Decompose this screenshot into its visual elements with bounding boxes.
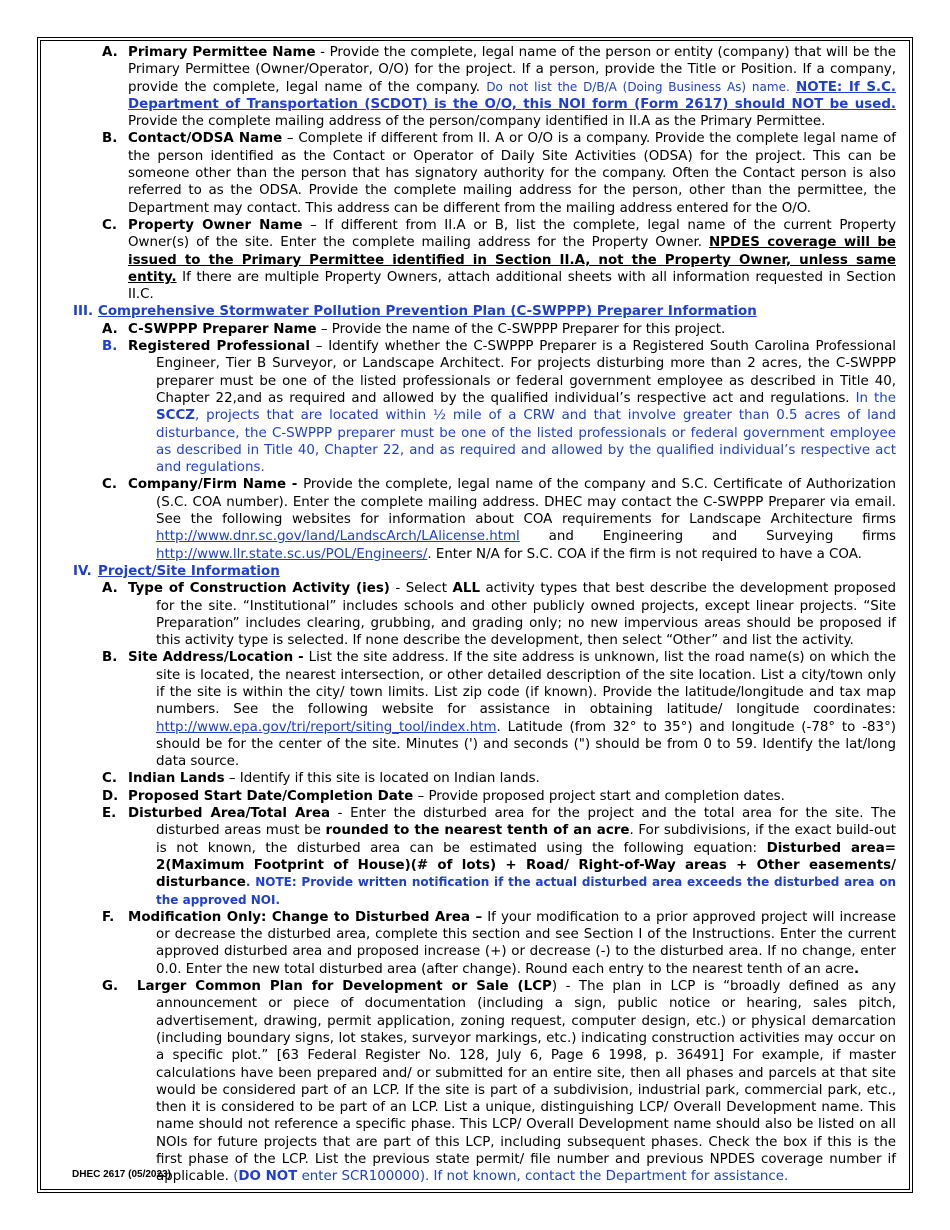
item-title: Contact/ODSA Name (128, 131, 283, 147)
item-text: - Provide the complete, legal name of the person or entity (company) that will be the Primary Permittee (Owner/Operator, O/O) for the project. If a person, provide the Title or Position. If a company, provide the complete, legal name of the company. (128, 45, 896, 95)
item-text-2: If there are multiple Property Owners, attach additional sheets with all information requested in Section II.C. (128, 269, 896, 303)
section-title[interactable]: Project/Site Information (98, 563, 280, 579)
item-label: A. (102, 321, 118, 337)
item-text: Provide the complete, legal name of the company and S.C. Certificate of Authorization (S.C. COA number). Enter the complete mailing address. DHEC may contact the C-SWPPP Preparer via email. See the following websites for information about COA requirements for Landscape Architecture firms (156, 477, 896, 528)
item-construction-activity: A. Type of Construction Activity (ies) - Select ALL activity types that best describe the development proposed for the site. “Institutional” includes schools and other publicly owned projects, except linear projects. “Site Preparation” includes clearing, grubbing, and grading only; no new impervious areas should be proposed if this activity type is selected. If none describe the development, then select “Other” and list the activity. (102, 581, 896, 649)
item-modification-only: F. Modification Only: Change to Disturbed Area – If your modification to a prior approved project will increase or decrease the disturbed area, complete this section and see Section I of the Instructions. Enter the current approved disturbed area and proposed increase (+) or decrease (-) to the disturbed area. If no change, enter 0.0. Enter the new total disturbed area (after change). Round each entry to the nearest tenth of an acre. (102, 909, 897, 977)
item-primary-permittee (70, 44, 896, 130)
item-text-2: Provide the complete mailing address of the person/company identified in II.A as the Primary Permittee. (128, 114, 826, 130)
item-cswppp-preparer (70, 321, 896, 338)
do-not-note: enter SCR100000). If not known, contact the Department for assistance. (297, 1169, 789, 1185)
item-label: C. (102, 217, 117, 233)
do-not-term: DO NOT (238, 1169, 298, 1185)
item-disturbed-area: E. Disturbed Area/Total Area - Enter the disturbed area for the project and the total area for the site. The disturbed areas must be rounded to the nearest tenth of an acre. For subdivisions, if the exact build-out is not known, the disturbed area can be estimated using the following equation: Disturbed area= 2(Maximum Footprint of House)(# of lots) + Road/ Right-of-Way areas + Other easements/ disturbance. NOTE: Provide written notification if the actual disturbed area exceeds the disturbed area on the approved NOI. (102, 806, 896, 907)
disturbed-area-equation: Disturbed area= 2(Maximum Footprint of House)(# of lots) + Road/ Right-of-Way areas + Other easements/ disturbance (156, 840, 896, 891)
item-text-3: . Enter N/A for S.C. COA if the firm is not required to have a COA. (427, 546, 862, 562)
all-term: ALL (452, 581, 480, 597)
section-title[interactable]: Comprehensive Stormwater Pollution Prevention Plan (C-SWPPP) Preparer Information (98, 304, 757, 320)
do-not-note-open: ( (233, 1169, 239, 1185)
item-title: Company/Firm Name - (128, 477, 304, 493)
item-larger-common-plan: G. Larger Common Plan for Development or Sale (LCP) - The plan in LCP is “broadly defined as any announcement or piece of documentation (including a sign, public notice or hearing, sales pitch, advertisement, drawing, permit application, zoning request, computer design, etc.) or physical demarcation (including boundary signs, lot stakes, surveyor markings, etc.) indicating construction activities may occur on a specific plot.” [63 Federal Register No. 128, July 6, Page 6 1998, p. 36491] For example, if master calculations have been prepared and/ or submitted for an entire site, then all phases and parcels at that site would be considered part of an LCP. If the site is part of a subdivision, industrial park, commercial park, etc., then it is considered to be part of an LCP. List a unique, distinguishing LCP/ Overall Development name. This name should not reference a specific phase. This LCP/ Overall Development name should also be listed on all NOIs for future projects that are part of this LCP, including subsequent phases. Check the box if this is the first phase of the LCP. List the previous state permit/ file number and previous NPDES coverage number if applicable. (DO NOT enter SCR100000). If not known, contact the Department for assistance. (102, 979, 896, 1185)
landscape-arch-link[interactable]: http://www.dnr.sc.gov/land/LandscArch/LAlicense.html (156, 529, 520, 545)
item-text-2: . For subdivisions, if the exact build-out is not known, the disturbed area can be estimated using the following equation: (156, 823, 896, 856)
sccz-term: SCCZ (156, 408, 196, 424)
section-label: III. (73, 304, 94, 320)
item-title: Site Address/Location - (128, 650, 309, 666)
section-heading-iii (70, 303, 896, 320)
item-contact-odsa (70, 130, 896, 216)
item-text: – Provide the name of the C-SWPPP Preparer for this project. (316, 321, 726, 337)
item-start-completion-date: D. Proposed Start Date/Completion Date – Provide proposed project start and completion dates. (102, 788, 785, 804)
rounding-term: rounded to the nearest tenth of an acre (325, 823, 630, 839)
sccz-note-start: In the (855, 390, 897, 406)
dba-note: Do not list the D/B/A (Doing Business As) name. (486, 79, 790, 94)
item-title: Larger Common Plan for Development or Sale (LCP (128, 979, 552, 995)
item-registered-professional: B. Registered Professional – Identify whether the C-SWPPP Preparer is a Registered South Carolina Professional Engineer, Tier B Surveyor, or Landscape Architect. For projects disturbing more than 2 acres, the C-SWPPP preparer must be one of the listed professionals or federal government employee as described in Title 40, Chapter 22,and as required and allowed by the qualified individual’s respective act and regulations. In the SCCZ, projects that are located within ½ mile of a CRW and that involve greater than 0.5 acres of land disturbance, the C-SWPPP preparer must be one of the listed professionals or federal government employee as described in Title 40, Chapter 22, and as required and allowed by the qualified individual’s respective act and regulations. (102, 339, 897, 476)
scdot-note: NOTE: If S.C. Department of Transportation (SCDOT) is the O/O, this NOI form (Form 2617) should NOT be used. (128, 79, 896, 112)
item-property-owner (70, 217, 896, 303)
form-footer: DHEC 2617 (05/2023) (72, 1169, 171, 1180)
item-label: B. (102, 131, 118, 147)
npdes-coverage-note: NPDES coverage will be issued to the Primary Permittee identified in Section II.A, not the Property Owner, unless same entity. (128, 235, 896, 285)
sccz-note: , projects that are located within ½ mile of a CRW and that involve greater than 0.5 acres of land disturbance, the C-SWPPP preparer must be one of the listed professionals or federal government employee as described in Title 40, Chapter 22, and as required and allowed by the qualified individual’s respective act and regulations. (156, 408, 896, 476)
item-indian-lands: C. Indian Lands – Identify if this site is located on Indian lands. (102, 771, 540, 787)
item-label: A. (102, 45, 118, 60)
item-text-2: activity types that best describe the development proposed for the site. “Institutional” includes schools and other publicly owned projects, except linear projects. “Site Preparation” includes clearing, grubbing, and grading only; no new impervious areas should be proposed if this activity type is selected. If none describe the development, then select “Other” and list the activity. (156, 581, 896, 649)
instructions-body (70, 44, 896, 1186)
item-text-end: . (854, 961, 860, 977)
item-company-firm: C. Company/Firm Name - Provide the complete, legal name of the company and S.C. Certificate of Authorization (S.C. COA number). Enter the complete mailing address. DHEC may contact the C-SWPPP Preparer via email. See the following websites for information about COA requirements for Landscape Architecture firms http://www.dnr.sc.gov/land/LandscArch/LAlicense.html and Engineering and Surveying firms http://www.llr.state.sc.us/POL/Engineers/. Enter N/A for S.C. COA if the firm is not required to have a COA. (102, 477, 896, 562)
item-title: Disturbed Area/Total Area (128, 806, 331, 822)
section-heading-iv (70, 563, 896, 580)
item-title: Indian Lands (128, 771, 225, 787)
item-text: List the site address. If the site address is unknown, list the road name(s) on which the site is located, the nearest intersection, or other detailed description of the site location. List a city/town only if the site is within the city/ town limits. List zip code (if known). Provide the latitude/longitude and tax map numbers. See the following website for assistance in obtaining latitude/ longitude coordinates: (156, 650, 896, 718)
item-text: ) - The plan in LCP is “broadly defined as any announcement or piece of documentation (including a sign, public notice or hearing, sales pitch, advertisement, drawing, permit application, zoning request, computer design, etc.) or physical demarcation (including boundary signs, lot stakes, surveyor markings, etc.) indicating construction activities may occur on a specific plot.” [63 Federal Register No. 128, July 6, Page 6 1998, p. 36491] For example, if master calculations have been prepared and/ or submitted for an entire site, then all phases and parcels at that site would be considered part of an LCP. If the site is part of a subdivision, industrial park, commercial park, etc., then it is considered to be part of an LCP. List a unique, distinguishing LCP/ Overall Development name. This name should not reference a specific phase. This LCP/ Overall Development name should also be listed on all NOIs for future projects that are part of this LCP, including subsequent phases. Check the box if this is the first phase of the LCP. List the previous state permit/ file number and previous NPDES coverage number if applicable. (156, 979, 896, 1185)
item-text: – Identify whether the C-SWPPP Preparer is a Registered South Carolina Professional Engineer, Tier B Surveyor, or Landscape Architect. For projects disturbing more than 2 acres, the C-SWPPP preparer must be one of the listed professionals or federal government employee as described in Title 40, Chapter 22,and as required and allowed by the qualified individual’s respective act and regulations. (156, 339, 896, 406)
item-text: – Provide proposed project start and completion dates. (413, 788, 785, 804)
item-text: – If different from II.A or B, list the complete, legal name of the current Property Owner(s) of the site. Enter the complete mailing address for the Property Owner. (128, 217, 897, 251)
engineers-link[interactable]: http://www.llr.state.sc.us/POL/Engineers/ (156, 546, 428, 562)
item-site-address: B. Site Address/Location - List the site address. If the site address is unknown, list the road name(s) on which the site is located, the nearest intersection, or other detailed description of the site location. List a city/town only if the site is within the city/ town limits. List zip code (if known). Provide the latitude/longitude and tax map numbers. See the following website for assistance in obtaining latitude/ longitude coordinates: http://www.epa.gov/tri/report/siting_tool/index.htm. Latitude (from 32° to 35°) and longitude (-78° to -83°) should be for the center of the site. Minutes (') and seconds (") should be from 0 to 59. Identify the lat/long data source. (102, 650, 896, 770)
item-text-2: . Latitude (from 32° to 35°) and longitude (-78° to -83°) should be for the center of the site. Minutes (') and seconds (") should be from 0 to 59. Identify the lat/long data source. (156, 719, 896, 770)
item-text: - Enter the disturbed area for the project and the total area for the site. The disturbed areas must be (156, 806, 896, 839)
item-text: – Complete if different from II. A or O/O is a company. Provide the complete legal name of the person identified as the Contact or Operator of Daily Site Activities (ODSA) for the project. This can be someone other than the person that has signatory authority for the company. Often the Contact person is also referred to as the ODSA. Provide the complete mailing address for the person, other than the permittee, the Department may contact. This address can be different from the mailing address entered for the O/O. (128, 131, 897, 216)
disturbed-area-note: . NOTE: Provide written notification if the actual disturbed area exceeds the disturbed area on the approved NOI. (156, 875, 896, 907)
item-text: If your modification to a prior approved project will increase or decrease the disturbed area, complete this section and see Section I of the Instructions. Enter the current approved disturbed area and proposed increase (+) or decrease (-) to the disturbed area. If no change, enter 0.0. Enter the new total disturbed area (after change). Round each entry to the nearest tenth of an acre (156, 909, 897, 977)
item-title: Registered Professional (128, 339, 310, 355)
item-text: - Select (389, 581, 453, 597)
item-title: C-SWPPP Preparer Name (128, 321, 317, 337)
item-title: Property Owner Name (128, 217, 303, 233)
item-title: Modification Only: Change to Disturbed Area – (128, 909, 483, 925)
item-title: Primary Permittee Name (128, 45, 316, 60)
item-text: – Identify if this site is located on Indian lands. (224, 771, 540, 787)
item-text-2: and Engineering and Surveying firms (519, 529, 896, 545)
item-title: Proposed Start Date/Completion Date (128, 788, 414, 804)
section-label: IV. (73, 563, 92, 579)
item-title: Type of Construction Activity (ies) (128, 581, 390, 597)
epa-siting-tool-link[interactable]: http://www.epa.gov/tri/report/siting_tool/index.htm (156, 719, 497, 735)
